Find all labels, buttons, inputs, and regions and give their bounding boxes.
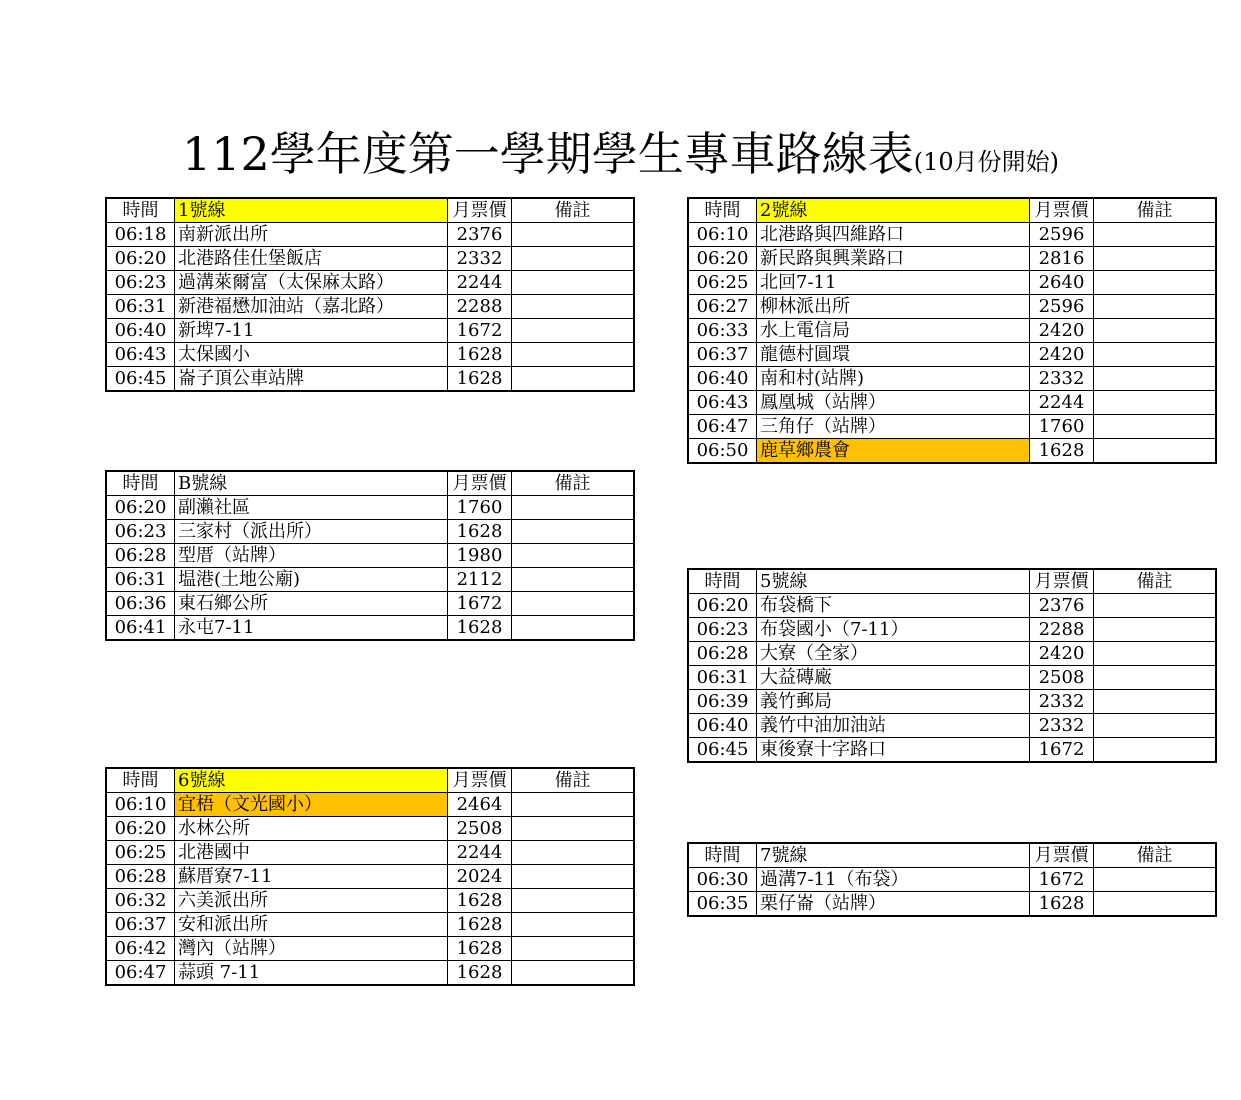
stop-name: 安和派出所 (175, 913, 448, 937)
stop-note (1094, 439, 1216, 463)
stop-time: 06:10 (107, 793, 175, 817)
stop-time: 06:40 (689, 367, 757, 391)
table-row (107, 295, 634, 319)
stop-name: 水林公所 (175, 817, 448, 841)
table-row (107, 496, 634, 520)
header-note: 備註 (1094, 199, 1216, 223)
stop-time: 06:10 (689, 223, 757, 247)
stop-time: 06:28 (689, 642, 757, 666)
table-row (689, 319, 1216, 343)
header-time: 時間 (689, 570, 757, 594)
stop-note (1094, 367, 1216, 391)
header-time: 時間 (689, 199, 757, 223)
header-price: 月票價 (448, 199, 512, 223)
table-row (107, 961, 634, 985)
route-name: 7號線 (757, 844, 1030, 868)
table-row (107, 544, 634, 568)
header-price: 月票價 (1030, 199, 1094, 223)
title-subtitle: (10月份開始) (913, 148, 1060, 176)
stop-name: 新民路與興業路口 (757, 247, 1030, 271)
stop-note (1094, 738, 1216, 762)
stop-time: 06:25 (689, 271, 757, 295)
stop-price: 2464 (448, 793, 512, 817)
stop-name: 崙子頂公車站牌 (175, 367, 448, 391)
table-row (107, 937, 634, 961)
table-row (689, 367, 1216, 391)
stop-price: 2816 (1030, 247, 1094, 271)
header-price: 月票價 (1030, 570, 1094, 594)
stop-time: 06:31 (107, 568, 175, 592)
table-row (689, 343, 1216, 367)
stop-price: 2244 (448, 271, 512, 295)
table-row (107, 592, 634, 616)
stop-price: 2112 (448, 568, 512, 592)
header-time: 時間 (107, 769, 175, 793)
stop-time: 06:23 (107, 520, 175, 544)
stop-price: 2508 (1030, 666, 1094, 690)
stop-note (512, 271, 634, 295)
stop-time: 06:20 (689, 247, 757, 271)
table-header-row (107, 769, 634, 793)
stop-name: 義竹郵局 (757, 690, 1030, 714)
header-price: 月票價 (448, 472, 512, 496)
stop-note (1094, 618, 1216, 642)
stop-time: 06:43 (107, 343, 175, 367)
stop-note (1094, 892, 1216, 916)
table-row (107, 568, 634, 592)
stop-name: 布袋國小（7-11） (757, 618, 1030, 642)
stop-time: 06:37 (689, 343, 757, 367)
stop-note (512, 616, 634, 640)
table-row (107, 271, 634, 295)
table-row (689, 439, 1216, 463)
stop-name: 新埤7-11 (175, 319, 448, 343)
stop-time: 06:23 (107, 271, 175, 295)
stop-note (512, 295, 634, 319)
stop-note (512, 592, 634, 616)
stop-time: 06:28 (107, 544, 175, 568)
stop-name: 三角仔（站牌） (757, 415, 1030, 439)
header-note: 備註 (1094, 570, 1216, 594)
route-table (106, 198, 634, 391)
stop-price: 2376 (448, 223, 512, 247)
stop-note (512, 889, 634, 913)
stop-price: 2024 (448, 865, 512, 889)
stop-note (512, 961, 634, 985)
header-note: 備註 (1094, 844, 1216, 868)
table-header-row (107, 199, 634, 223)
route-name: B號線 (175, 472, 448, 496)
table-row (107, 889, 634, 913)
stop-note (512, 367, 634, 391)
stop-price: 1672 (1030, 868, 1094, 892)
stop-name: 過溝7-11（布袋） (757, 868, 1030, 892)
stop-price: 2332 (1030, 714, 1094, 738)
stop-note (1094, 391, 1216, 415)
stop-note (512, 568, 634, 592)
stop-time: 06:40 (689, 714, 757, 738)
stop-note (512, 343, 634, 367)
header-note: 備註 (512, 199, 634, 223)
table-row (107, 865, 634, 889)
stop-price: 2332 (1030, 690, 1094, 714)
stop-name: 六美派出所 (175, 889, 448, 913)
stop-note (512, 817, 634, 841)
stop-time: 06:47 (689, 415, 757, 439)
table-row (689, 738, 1216, 762)
stop-price: 1672 (448, 592, 512, 616)
stop-time: 06:27 (689, 295, 757, 319)
stop-note (512, 496, 634, 520)
route-name: 1號線 (175, 199, 448, 223)
stop-note (1094, 868, 1216, 892)
stop-note (512, 520, 634, 544)
stop-note (512, 544, 634, 568)
stop-name: 北港路與四維路口 (757, 223, 1030, 247)
table-row (689, 271, 1216, 295)
stop-time: 06:20 (689, 594, 757, 618)
route-table (688, 569, 1216, 762)
stop-time: 06:45 (689, 738, 757, 762)
stop-price: 2288 (448, 295, 512, 319)
stop-price: 1628 (448, 343, 512, 367)
stop-note (512, 223, 634, 247)
stop-name: 龍德村圓環 (757, 343, 1030, 367)
route-name: 6號線 (175, 769, 448, 793)
stop-price: 2420 (1030, 319, 1094, 343)
stop-name: 北港國中 (175, 841, 448, 865)
stop-note (1094, 247, 1216, 271)
table-row (689, 642, 1216, 666)
stop-price: 1628 (448, 913, 512, 937)
stop-name: 大寮（全家） (757, 642, 1030, 666)
stop-note (512, 247, 634, 271)
stop-note (512, 913, 634, 937)
stop-note (1094, 690, 1216, 714)
table-row (689, 295, 1216, 319)
stop-time: 06:35 (689, 892, 757, 916)
stop-name: 東石鄉公所 (175, 592, 448, 616)
stop-price: 2596 (1030, 295, 1094, 319)
stop-note (1094, 295, 1216, 319)
stop-time: 06:45 (107, 367, 175, 391)
stop-note (1094, 714, 1216, 738)
stop-price: 1628 (448, 937, 512, 961)
stop-note (512, 937, 634, 961)
stop-time: 06:47 (107, 961, 175, 985)
table-row (107, 616, 634, 640)
table-row (107, 343, 634, 367)
stop-note (1094, 594, 1216, 618)
stop-name: 蘇厝寮7-11 (175, 865, 448, 889)
stop-price: 2244 (448, 841, 512, 865)
stop-price: 1628 (448, 961, 512, 985)
stop-name: 鳳凰城（站牌） (757, 391, 1030, 415)
table-row (107, 841, 634, 865)
stop-time: 06:41 (107, 616, 175, 640)
table-header-row (689, 844, 1216, 868)
stop-price: 2376 (1030, 594, 1094, 618)
header-price: 月票價 (448, 769, 512, 793)
table-row (689, 415, 1216, 439)
stop-note (1094, 642, 1216, 666)
table-row (107, 817, 634, 841)
route-table (688, 198, 1216, 463)
stop-price: 1628 (448, 889, 512, 913)
stop-price: 2420 (1030, 642, 1094, 666)
table-row (107, 247, 634, 271)
stop-time: 06:20 (107, 817, 175, 841)
stop-price: 1628 (448, 367, 512, 391)
stop-price: 2640 (1030, 271, 1094, 295)
table-row (689, 618, 1216, 642)
stop-price: 2288 (1030, 618, 1094, 642)
table-row (689, 247, 1216, 271)
stop-name: 南和村(站牌) (757, 367, 1030, 391)
stop-name: 布袋橋下 (757, 594, 1030, 618)
header-time: 時間 (689, 844, 757, 868)
stop-name: 副瀨社區 (175, 496, 448, 520)
stop-price: 1628 (448, 616, 512, 640)
stop-time: 06:40 (107, 319, 175, 343)
stop-price: 1628 (1030, 892, 1094, 916)
stop-note (512, 793, 634, 817)
stop-name: 三家村（派出所） (175, 520, 448, 544)
stop-note (512, 865, 634, 889)
stop-time: 06:42 (107, 937, 175, 961)
route-table (106, 768, 634, 985)
table-header-row (107, 472, 634, 496)
stop-price: 1672 (1030, 738, 1094, 762)
stop-time: 06:33 (689, 319, 757, 343)
stop-name: 北港路佳仕堡飯店 (175, 247, 448, 271)
stop-note (512, 319, 634, 343)
stop-name: 義竹中油加油站 (757, 714, 1030, 738)
table-row (107, 520, 634, 544)
stop-name: 栗仔崙（站牌） (757, 892, 1030, 916)
stop-note (1094, 319, 1216, 343)
stop-name: 新港福懋加油站（嘉北路） (175, 295, 448, 319)
stop-price: 2332 (448, 247, 512, 271)
title-main: 112學年度第一學期學生專車路線表 (181, 127, 914, 181)
stop-price: 1628 (1030, 439, 1094, 463)
table-row (107, 223, 634, 247)
stop-time: 06:39 (689, 690, 757, 714)
stop-time: 06:20 (107, 496, 175, 520)
stop-name: 蒜頭 7-11 (175, 961, 448, 985)
table-row (689, 594, 1216, 618)
route-name: 2號線 (757, 199, 1030, 223)
stop-price: 2244 (1030, 391, 1094, 415)
header-note: 備註 (512, 769, 634, 793)
stop-note (1094, 271, 1216, 295)
stop-note (1094, 666, 1216, 690)
stop-time: 06:20 (107, 247, 175, 271)
table-header-row (689, 199, 1216, 223)
stop-name: 塭港(土地公廟) (175, 568, 448, 592)
table-row (689, 391, 1216, 415)
table-row (689, 666, 1216, 690)
stop-time: 06:25 (107, 841, 175, 865)
stop-time: 06:23 (689, 618, 757, 642)
table-row (107, 319, 634, 343)
route-table (688, 843, 1216, 916)
stop-name: 型厝（站牌） (175, 544, 448, 568)
stop-name: 宜梧（文光國小） (175, 793, 448, 817)
stop-time: 06:32 (107, 889, 175, 913)
stop-note (1094, 343, 1216, 367)
table-header-row (689, 570, 1216, 594)
stop-price: 1980 (448, 544, 512, 568)
stop-time: 06:31 (107, 295, 175, 319)
stop-name: 大益磚廠 (757, 666, 1030, 690)
stop-name: 水上電信局 (757, 319, 1030, 343)
stop-price: 2420 (1030, 343, 1094, 367)
stop-name: 北回7-11 (757, 271, 1030, 295)
stop-price: 1628 (448, 520, 512, 544)
stop-time: 06:18 (107, 223, 175, 247)
header-price: 月票價 (1030, 844, 1094, 868)
table-row (689, 690, 1216, 714)
stop-note (1094, 223, 1216, 247)
stop-price: 1672 (448, 319, 512, 343)
stop-time: 06:37 (107, 913, 175, 937)
header-time: 時間 (107, 472, 175, 496)
table-row (107, 913, 634, 937)
stop-time: 06:30 (689, 868, 757, 892)
route-name: 5號線 (757, 570, 1030, 594)
stop-name: 灣內（站牌） (175, 937, 448, 961)
stop-time: 06:31 (689, 666, 757, 690)
stop-name: 南新派出所 (175, 223, 448, 247)
stop-name: 太保國小 (175, 343, 448, 367)
stop-name: 永屯7-11 (175, 616, 448, 640)
stop-name: 過溝萊爾富（太保麻太路） (175, 271, 448, 295)
stop-time: 06:28 (107, 865, 175, 889)
stop-price: 2508 (448, 817, 512, 841)
table-row (689, 868, 1216, 892)
stop-price: 1760 (448, 496, 512, 520)
route-table (106, 471, 634, 640)
stop-name: 鹿草鄉農會 (757, 439, 1030, 463)
stop-note (1094, 415, 1216, 439)
header-note: 備註 (512, 472, 634, 496)
stop-time: 06:43 (689, 391, 757, 415)
stop-time: 06:50 (689, 439, 757, 463)
stop-time: 06:36 (107, 592, 175, 616)
stop-price: 2332 (1030, 367, 1094, 391)
stop-note (512, 841, 634, 865)
table-row (107, 793, 634, 817)
stop-price: 2596 (1030, 223, 1094, 247)
header-time: 時間 (107, 199, 175, 223)
table-row (689, 714, 1216, 738)
stop-price: 1760 (1030, 415, 1094, 439)
stop-name: 柳林派出所 (757, 295, 1030, 319)
stop-name: 東後寮十字路口 (757, 738, 1030, 762)
page-title (0, 118, 1241, 184)
table-row (107, 367, 634, 391)
table-row (689, 223, 1216, 247)
table-row (689, 892, 1216, 916)
